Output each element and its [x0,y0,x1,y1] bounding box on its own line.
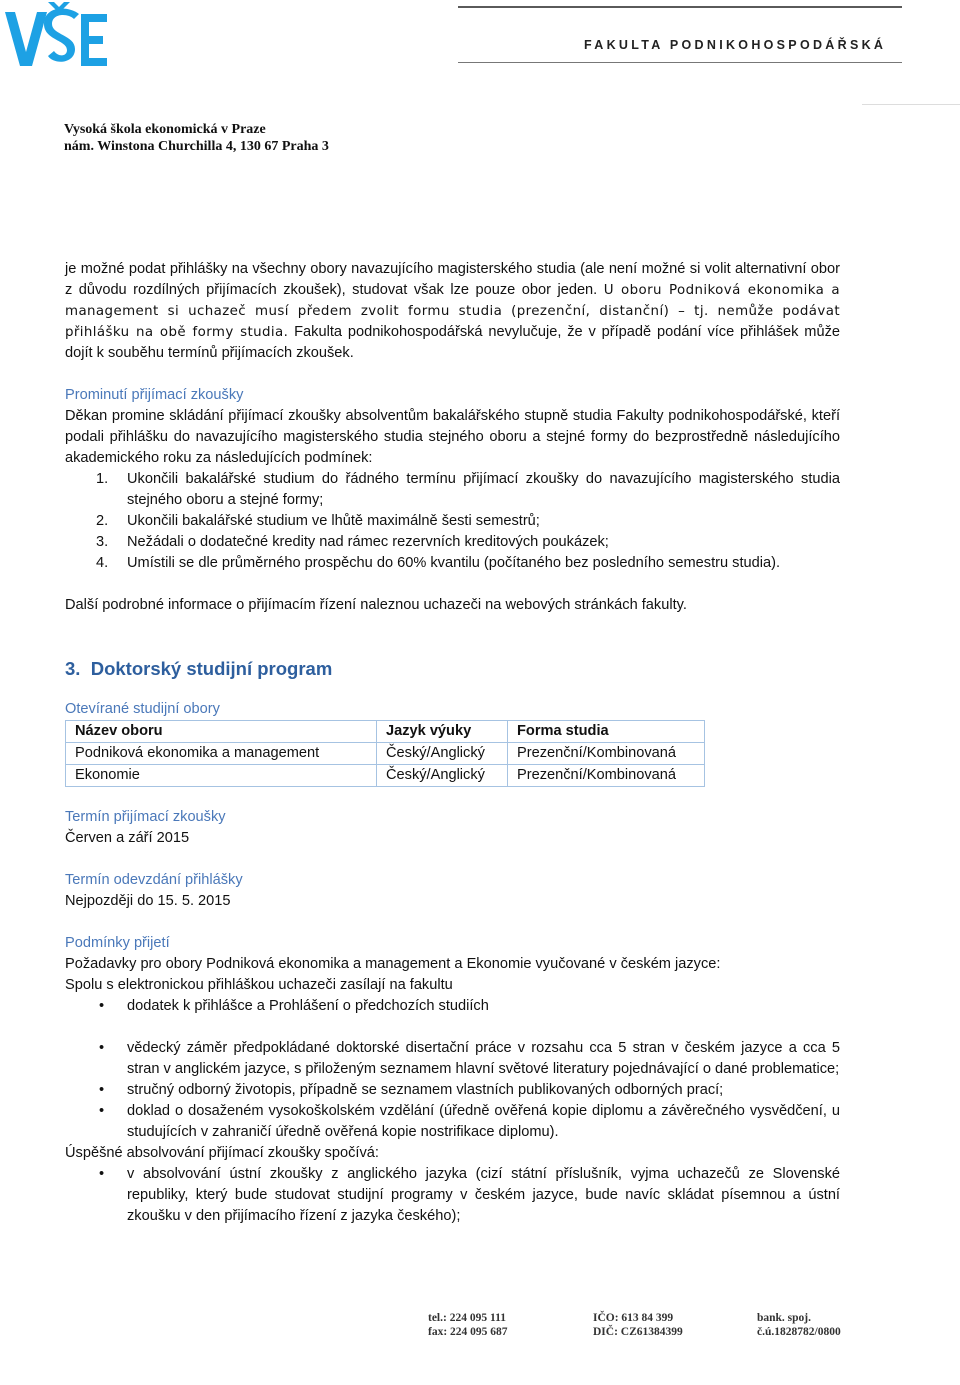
table-row [66,765,705,787]
intro-paragraph [65,259,840,364]
list-item: 2. Ukončili bakalářské studium ve lhůtě maximálně šesti semestrů; [96,513,540,529]
table-header-row [66,721,705,743]
table-cell: Ekonomie [66,765,377,787]
bullet-icon: • [99,1103,105,1119]
list-item: • vědecký záměr předpokládané doktorské disertační práce v rozsahu cca 5 stran v českém jazyce a cca 5 stran v anglickém jazyce, s přiloženým seznamem hlavní světové literatury pojednávající o dané problematice; [65,1038,840,1080]
table-cell: Český/Anglický [377,765,508,787]
footer-tel: tel.: 224 095 111 [428,1312,506,1324]
intro-line-3: Fakulta podnikohospodářská nevylučuje, že v případě podání více přihlášek může dojít k souběhu termínů přijímacích zkoušek. [65,324,840,361]
section-number: 3. [65,658,81,679]
conditions-heading: Podmínky přijetí [65,935,170,951]
footer-contact [428,1311,508,1339]
list-item: 3. Nežádali o dodatečné kredity nad rámec rezervních kreditových poukázek; [96,534,609,550]
header-top-rule [458,6,902,8]
table-cell: Český/Anglický [377,743,508,765]
table-row [66,743,705,765]
school-name: Vysoká škola ekonomická v Praze [64,122,266,137]
deadline-value: Nejpozději do 15. 5. 2015 [65,893,231,909]
footer-ico: IČO: 613 84 399 [593,1312,674,1324]
conditions-list [65,996,840,1143]
more-info: Další podrobné informace o přijímacím řízení naleznou uchazeči na webových stránkách fakulty. [65,597,687,613]
footer-bank-label: bank. spoj. [757,1312,812,1324]
list-item: • doklad o dosaženém vysokoškolském vzdělání (úředně ověřená kopie diplomu a závěrečného vysvědčení, u studujících v zahraničí úředně ověřená kopie nostrifikace diplomu). [65,1101,840,1143]
exam-heading: Termín přijímací zkoušky [65,809,226,825]
waiver-heading: Prominutí přijímací zkoušky [65,387,244,403]
list-item: 1. Ukončili bakalářské studium do řádného termínu přijímací zkoušky do navazujícího magisterského studia stejného oboru a stejné formy; [96,471,840,508]
table-cell: Prezenční/Kombinovaná [508,765,705,787]
faculty-underline [458,62,902,63]
intro-line-2: U oboru Podniková ekonomika a management si uchazeč musí předem zvolit formu studia (prezenční, distanční) – tj. nemůže podávat přihlášku na obě formy studia. [65,283,840,340]
table-header: Forma studia [508,721,705,743]
bullet-icon: • [99,1040,105,1056]
conditions-line-1: Požadavky pro obory Podniková ekonomika a management a Ekonomie vyučované v českém jazyce: [65,956,721,972]
footer-bank [757,1311,841,1339]
list-item: • v absolvování ústní zkoušky z anglického jazyka (cizí státní příslušník, vyjma uchazečů ze Slovenské republiky, který bude studovat studijní programy v českém jazyce, bude navíc skládat písemnou a ústní zkoušku v den přijímacího řízení z jazyka českého); [65,1164,840,1227]
vse-logo [2,2,108,70]
fields-table [65,720,705,787]
list-item: • dodatek k přihlášce a Prohlášení o předchozích studiích [65,996,840,1017]
success-line: Úspěšné absolvování přijímací zkoušky spočívá: [65,1145,379,1161]
fields-heading: Otevírané studijní obory [65,701,220,717]
document-body [65,259,840,1227]
table-header: Jazyk výuky [377,721,508,743]
school-address: nám. Winstona Churchilla 4, 130 67 Praha 3 [64,139,329,154]
waiver-text: Děkan promine skládání přijímací zkoušky absolventům bakalářského stupně studia Fakulty podnikohospodářské, kteří podali přihlášku do navazujícího magisterského studia stejného oboru a stejné formy do bezprostředně následujícího akademického roku za následujících podmínek: [65,408,840,466]
faculty-name: FAKULTA PODNIKOHOSPODÁŘSKÁ [584,38,887,52]
table-header: Název oboru [66,721,377,743]
footer-fax: fax: 224 095 687 [428,1326,508,1338]
table-cell: Podniková ekonomika a management [66,743,377,765]
footer-account: č.ú.1828782/0800 [757,1326,841,1338]
bullet-icon: • [99,998,105,1014]
bullet-icon: • [99,1166,105,1182]
section-3-heading [65,656,840,682]
footer-ids [593,1311,683,1339]
table-cell: Prezenční/Kombinovaná [508,743,705,765]
list-item: • stručný odborný životopis, případně se seznamem vlastních publikovaných odborných prací; [65,1080,840,1101]
school-block [64,121,329,155]
section-title: Doktorský studijní program [90,658,333,679]
intro-line-1: je možné podat přihlášky na všechny obory navazujícího magisterského studia (ale není možné si volit alternativní obor z důvodu rozdílných přijímacích zkoušek), studovat však lze pouze obor jeden. [65,261,840,298]
exam-value: Červen a září 2015 [65,830,190,846]
list-item: 4. Umístili se dle průměrného prospěchu do 60% kvantilu (počítaného bez posledního semestru studia). [96,555,781,571]
footer-dic: DIČ: CZ61384399 [593,1326,683,1338]
margin-rule [862,104,960,105]
bullet-icon: • [99,1082,105,1098]
waiver-list [65,469,840,574]
conditions-line-2: Spolu s elektronickou přihláškou uchazeči zasílají na fakultu [65,977,453,993]
deadline-heading: Termín odevzdání přihlášky [65,872,243,888]
